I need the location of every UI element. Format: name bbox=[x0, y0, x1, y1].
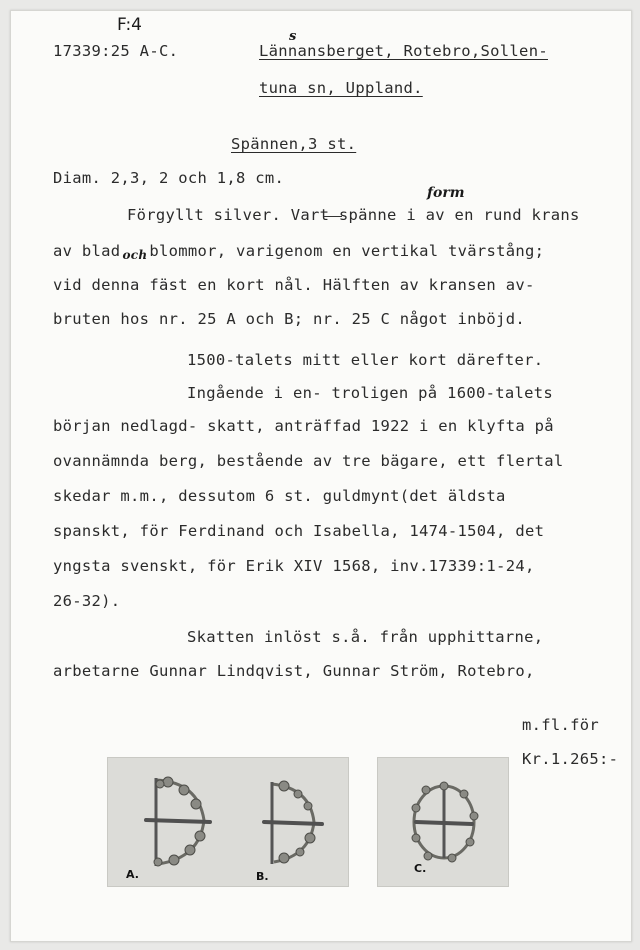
photo-buckle-c bbox=[377, 757, 509, 887]
object-title bbox=[231, 134, 356, 154]
photo-buckles-a-b bbox=[107, 757, 349, 887]
body-line-6: 1500-talets mitt eller kort därefter. bbox=[187, 351, 544, 369]
body-line-1: Diam. 2,3, 2 och 1,8 cm. bbox=[53, 169, 285, 187]
label-b: B. bbox=[256, 870, 269, 883]
body-line-4: vid denna fäst en kort nål. Hälften av kransen av- bbox=[53, 276, 535, 294]
body-line-3-start: av blad bbox=[53, 242, 121, 260]
body-line-12: yngsta svenskt, för Erik XIV 1568, inv.17339:1-24, bbox=[53, 557, 535, 575]
body-line-16: m.fl.för bbox=[522, 716, 600, 734]
handwritten-insert-form: form bbox=[427, 185, 465, 201]
body-line-15: arbetarne Gunnar Lindqvist, Gunnar Ström, Rotebro, bbox=[53, 662, 535, 680]
handwritten-correction: s bbox=[289, 29, 297, 44]
body-line-9: ovannämnda berg, bestående av tre bägare, ett flertal bbox=[53, 452, 564, 470]
strikethrough-mark bbox=[324, 216, 342, 217]
body-line-10: skedar m.m., dessutom 6 st. guldmynt(det äldsta bbox=[53, 487, 506, 505]
body-line-17: Kr.1.265:- bbox=[522, 750, 619, 768]
inventory-number: 17339:25 A-C. bbox=[53, 42, 179, 60]
find-location-line2: tuna sn, Uppland. bbox=[259, 79, 423, 97]
catalog-card bbox=[10, 10, 632, 942]
buckle-b-illustration bbox=[258, 778, 328, 868]
body-line-7: Ingående i en- troligen på 1600-talets bbox=[187, 384, 554, 402]
handwritten-shelf-mark: F:4 bbox=[117, 15, 143, 35]
body-line-3 bbox=[53, 241, 544, 262]
buckle-a-illustration bbox=[138, 772, 218, 872]
label-a: A. bbox=[126, 868, 139, 881]
label-c: C. bbox=[414, 862, 427, 875]
body-line-2: Förgyllt silver. Vart spänne i av en rund krans bbox=[127, 206, 580, 224]
object-title-text: Spännen,3 st. bbox=[231, 135, 357, 153]
buckle-c-illustration bbox=[406, 780, 482, 864]
body-line-13: 26-32). bbox=[53, 592, 121, 610]
handwritten-insert-och: och bbox=[122, 248, 148, 262]
body-line-3-end: blommor, varigenom en vertikal tvärstång; bbox=[149, 242, 545, 260]
body-line-8: början nedlagd- skatt, anträffad 1922 i en klyfta på bbox=[53, 417, 554, 435]
find-location-line1: Lännansberget, Rotebro,Sollen- bbox=[259, 42, 548, 60]
body-line-14: Skatten inlöst s.å. från upphittarne, bbox=[187, 628, 544, 646]
body-line-11: spanskt, för Ferdinand och Isabella, 1474-1504, det bbox=[53, 522, 545, 540]
body-line-5: bruten hos nr. 25 A och B; nr. 25 C något inböjd. bbox=[53, 310, 525, 328]
